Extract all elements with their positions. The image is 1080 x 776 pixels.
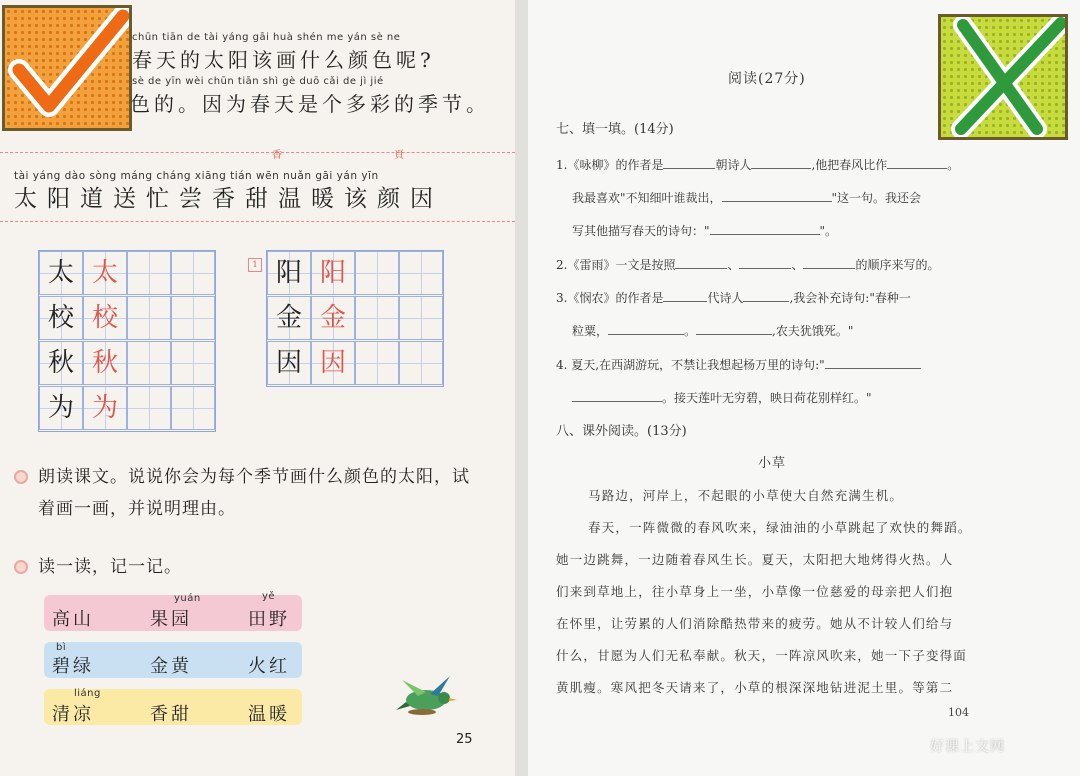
- model-character: 为: [47, 393, 74, 423]
- question-line2: 色的。因为春天是个多彩的季节。: [130, 92, 490, 116]
- exercise-bullet-icon: [14, 470, 28, 484]
- grid-cell: [127, 386, 171, 430]
- grid-cell: [399, 341, 443, 385]
- question-3: 3.《悯农》的作者是 代诗人 ,我会补充诗句:"春种一: [556, 291, 911, 305]
- passage-title: 小草: [758, 456, 787, 471]
- worksheet-page-right: [528, 0, 1080, 776]
- passage-line: 她一边跳舞，一边随着春风生长。夏天，太阳把大地烤得火热。人: [556, 552, 954, 567]
- word: 金黄: [150, 656, 192, 677]
- grid-cell: [355, 341, 399, 385]
- cross-mark-icon: [941, 17, 1065, 137]
- word: 火红: [248, 656, 290, 677]
- passage-line: 们来到草地上，往小草身上一坐，小草像一位慈爱的母亲把人们抱: [556, 584, 954, 599]
- question-1-line3: 写其他描写春天的诗句：" "。: [572, 224, 838, 238]
- grid-cell: [83, 341, 127, 385]
- reading-header: 阅读(27分): [728, 71, 806, 87]
- writing-grid-left: [38, 250, 216, 432]
- traced-character: 因: [319, 348, 346, 378]
- word-pinyin: yě: [262, 591, 276, 602]
- word: 温暖: [248, 704, 290, 725]
- page-divider: [515, 0, 528, 776]
- passage-line: 在怀里，让劳累的人们消除酷热带来的疲劳。她从不计较人们给与: [556, 616, 954, 631]
- section7-title: 七、填一填。(14分): [556, 122, 674, 137]
- check-mark-icon: [5, 8, 129, 128]
- grid-cell: [171, 251, 215, 295]
- vocab-characters: 太阳道送忙尝香甜温暖该颜因: [14, 186, 443, 212]
- grid-cell: [267, 251, 311, 295]
- grid-cell: [39, 251, 83, 295]
- writing-grid-right: [266, 250, 444, 387]
- grid-cell: [267, 341, 311, 385]
- model-character: 金: [275, 303, 302, 333]
- word: 果园: [150, 609, 192, 630]
- traced-character: 金: [319, 303, 346, 333]
- traced-character: 秋: [91, 348, 118, 378]
- grid-cell: [171, 296, 215, 340]
- question-1-line2: 我最喜欢"不知细叶谁裁出， "这一句。我还会: [572, 191, 922, 205]
- model-character: 秋: [47, 348, 74, 378]
- page-number: 25: [456, 732, 473, 747]
- passage-line: 马路边，河岸上，不起眼的小草使大自然充满生机。: [588, 488, 904, 503]
- grid-cell: [311, 341, 355, 385]
- passage-line: 黄肌瘦。寒风把冬天请来了，小草的根深深地钻进泥土里。等第二: [556, 680, 954, 695]
- question-line1-pinyin: chūn tiān de tài yáng gāi huà shén me yán sè ne: [132, 32, 401, 43]
- exercise1-line1: 朗读课文。说说你会为每个季节画什么颜色的太阳，试: [38, 467, 470, 487]
- grid-cell: [171, 341, 215, 385]
- question-1: 1.《咏柳》的作者是 朝诗人 ,他把春风比作 。: [556, 158, 960, 172]
- traced-character: 太: [91, 258, 118, 288]
- grid-cell: [127, 341, 171, 385]
- word: 碧绿: [52, 656, 94, 677]
- question-line2-pinyin: sè de yīn wèi chūn tiān shì gè duō cǎi de jì jié: [132, 76, 384, 87]
- grid-cell: [311, 251, 355, 295]
- section8-title: 八、课外阅读。(13分): [556, 424, 687, 439]
- vocab-pinyin: tài yáng dào sòng máng cháng xiāng tián wēn nuǎn gāi yán yīn: [14, 170, 379, 182]
- word: 田野: [248, 609, 290, 630]
- grid-cell: [399, 296, 443, 340]
- passage-line: 春天，一阵微微的春风吹来，绿油油的小草跳起了欢快的舞蹈。: [588, 520, 972, 535]
- stroke-note-left: 香: [272, 150, 282, 161]
- word-pinyin: bì: [56, 642, 67, 653]
- exercise2-title: 读一读，记一记。: [38, 557, 182, 577]
- question-2: 2.《雷雨》一文是按照 、 、 的顺序来写的。: [556, 258, 940, 272]
- model-character: 校: [47, 303, 74, 333]
- grid-cell: [399, 251, 443, 295]
- grid-cell: [39, 296, 83, 340]
- grid-cell: [39, 386, 83, 430]
- textbook-page-left: [0, 0, 515, 776]
- word-pinyin: yuán: [174, 593, 201, 604]
- page-number: 104: [948, 706, 969, 719]
- model-character: 太: [47, 258, 74, 288]
- grid-cell: [83, 251, 127, 295]
- bird-icon: [396, 674, 458, 718]
- cross-mark-badge: [938, 14, 1068, 140]
- word: 香甜: [150, 704, 192, 725]
- exercise-bullet-icon: [14, 560, 28, 574]
- question-4-line2: 。接天莲叶无穷碧，映日荷花别样红。": [572, 389, 872, 406]
- grid-cell: [355, 296, 399, 340]
- grid-cell: [83, 386, 127, 430]
- word: 高山: [52, 609, 94, 630]
- word: 清凉: [52, 704, 94, 725]
- grid-cell: [127, 296, 171, 340]
- passage-line: 什么，甘愿为人们无私奉献。秋天，一阵凉风吹来，她一下子变得面: [556, 648, 968, 663]
- grid-cell: [171, 386, 215, 430]
- model-character: 因: [275, 348, 302, 378]
- grid-marker: 1: [248, 258, 262, 272]
- check-mark-badge: [2, 5, 132, 131]
- watermark: 好课上文网: [930, 739, 1005, 755]
- grid-cell: [355, 251, 399, 295]
- grid-cell: [267, 296, 311, 340]
- traced-character: 阳: [319, 258, 346, 288]
- model-character: 阳: [275, 258, 302, 288]
- word-pinyin: liáng: [74, 688, 101, 699]
- exercise1-line2: 着画一画，并说明理由。: [38, 499, 236, 519]
- grid-cell: [311, 296, 355, 340]
- traced-character: 为: [91, 393, 118, 423]
- grid-cell: [39, 341, 83, 385]
- stroke-note-right: 頁: [394, 150, 404, 161]
- grid-cell: [127, 251, 171, 295]
- question-line1: 春天的太阳该画什么颜色呢?: [132, 48, 435, 72]
- traced-character: 校: [91, 303, 118, 333]
- question-3-line2: 粒粟， 。 ,农夫犹饿死。": [572, 324, 854, 338]
- question-4: 4. 夏天,在西湖游玩，不禁让我想起杨万里的诗句:": [556, 356, 921, 373]
- grid-cell: [83, 296, 127, 340]
